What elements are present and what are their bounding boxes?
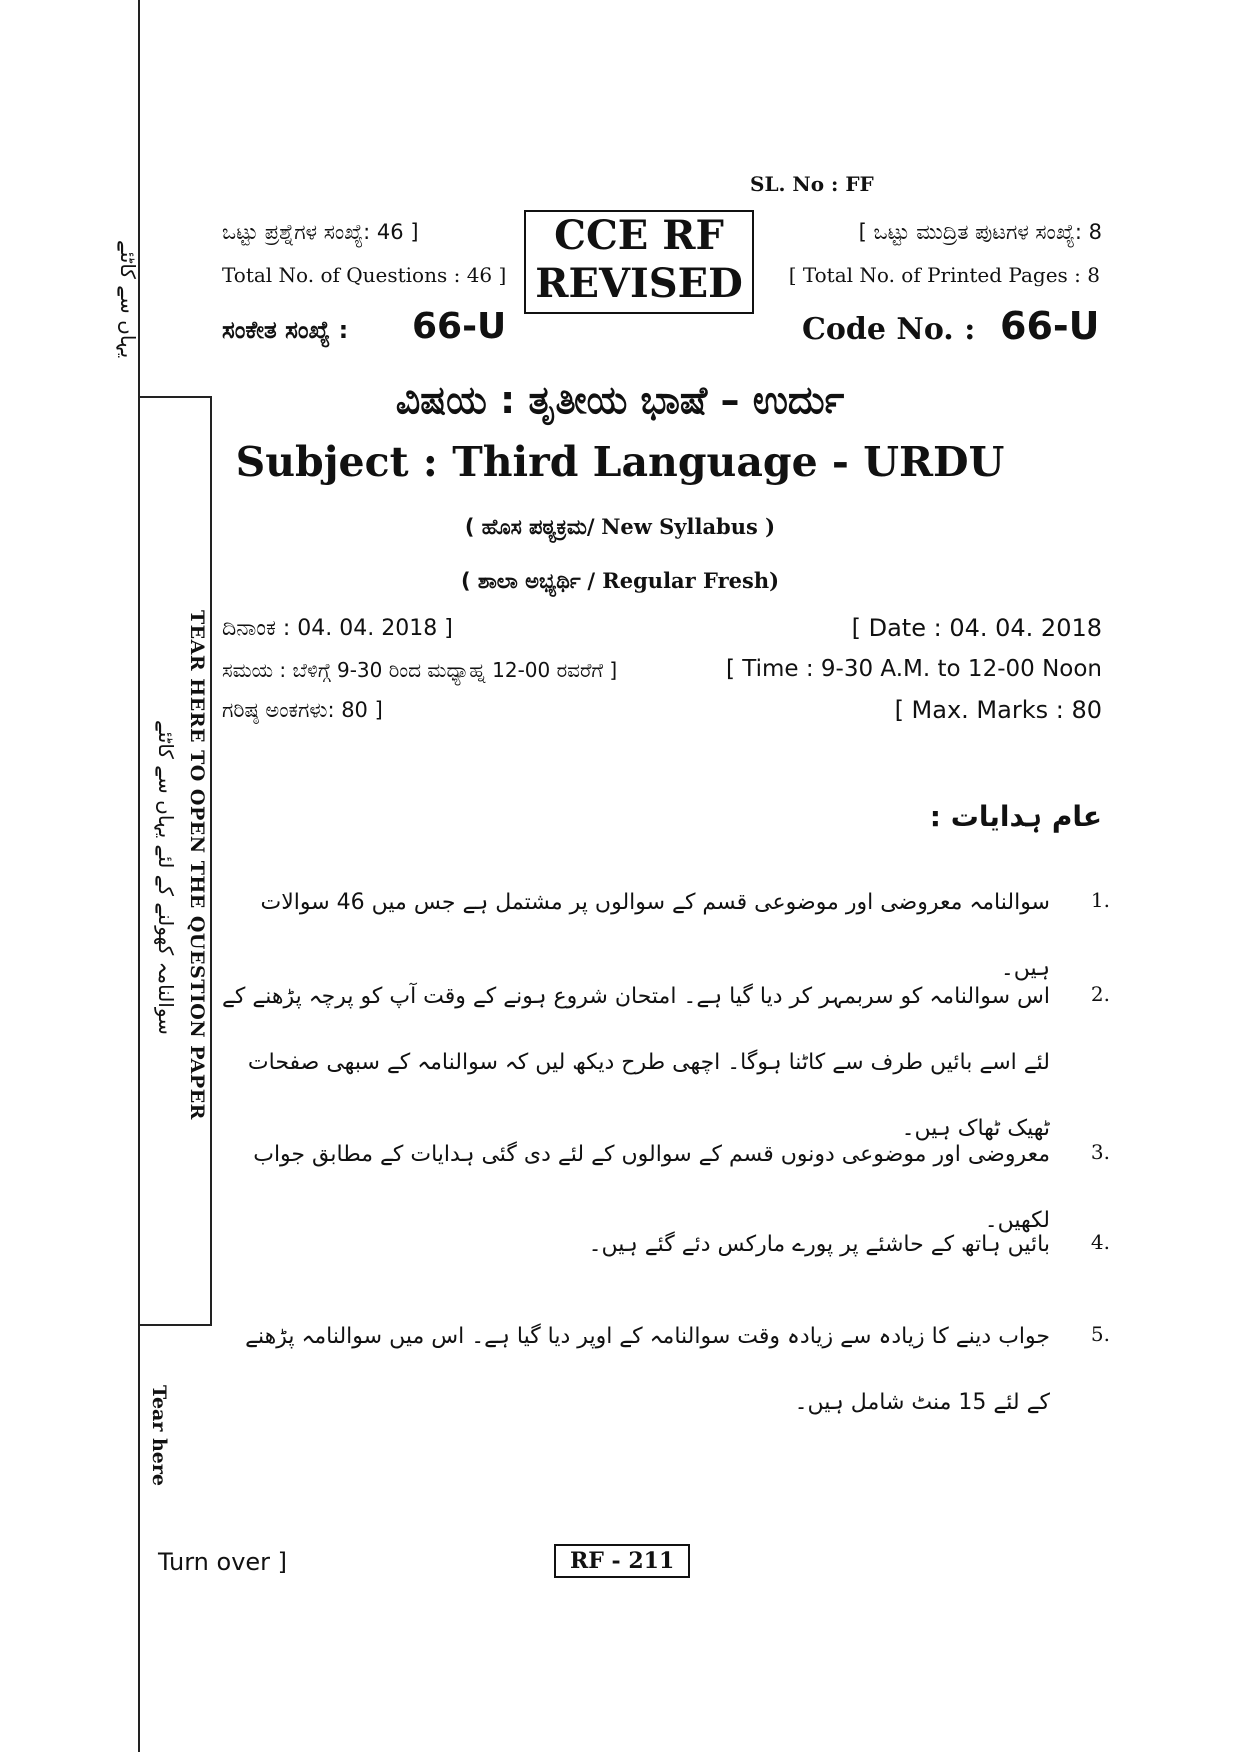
instruction-item-3 — [220, 1140, 1120, 1233]
code-number-english-value: 66-U — [1000, 304, 1100, 348]
candidate-english: / Regular Fresh) — [587, 568, 780, 593]
code-number-kannada-label: ಸಂಕೇತ ಸಂಖ್ಯೆ : — [222, 316, 349, 344]
page-code-box: RF - 211 — [554, 1544, 690, 1578]
instruction-number: 4. — [1090, 1230, 1110, 1254]
syllabus-line — [0, 514, 1240, 540]
turn-over-label: Turn over ] — [158, 1548, 288, 1576]
margin-tear-open-text: TEAR HERE TO OPEN THE QUESTION PAPER — [186, 610, 208, 1120]
tear-box-bottom — [140, 1324, 212, 1326]
cce-rf-revised-badge — [524, 210, 754, 314]
time-kannada: ಸಮಯ : ಬೆಳಿಗ್ಗೆ 9-30 ರಿಂದ ಮಧ್ಯಾಹ್ನ 12-00 ರವರೆಗೆ ] — [222, 658, 618, 682]
instruction-text: جواب دینے کا زیادہ سے زیادہ وقت سوالنامہ کے اوپر دیا گیا ہے۔ اس میں سوالنامہ پڑھنے کے لئے 15 منٹ شامل ہیں۔ — [245, 1324, 1050, 1415]
total-pages-english: [ Total No. of Printed Pages : 8 — [788, 263, 1100, 287]
instruction-item-1 — [220, 888, 1120, 981]
time-english: [ Time : 9-30 A.M. to 12-00 Noon — [725, 656, 1102, 682]
instruction-item-2 — [220, 982, 1120, 1141]
instruction-text: بائیں ہاتھ کے حاشئے پر پورے مارکس دئے گئے ہیں۔ — [588, 1232, 1050, 1257]
date-kannada: ದಿನಾಂಕ : 04. 04. 2018 ] — [222, 616, 453, 641]
instruction-number: 1. — [1090, 888, 1110, 912]
subject-kannada: ವಿಷಯ : ತೃತೀಯ ಭಾಷೆ – ಉರ್ದು — [395, 378, 845, 422]
total-questions-english: Total No. of Questions : 46 ] — [222, 263, 507, 287]
candidate-kannada: ( ಶಾಲಾ ಅಭ್ಯರ್ಥಿ — [460, 569, 581, 593]
total-questions-kannada: ಒಟ್ಟು ಪ್ರಶ್ನೆಗಳ ಸಂಖ್ಯೆ: 46 ] — [222, 220, 419, 244]
serial-number: SL. No : FF — [750, 172, 874, 196]
syllabus-kannada: ( ಹೊಸ ಪಠ್ಯಕ್ರಮ/ — [464, 515, 595, 539]
max-marks-english: [ Max. Marks : 80 — [894, 696, 1102, 724]
instruction-item-5 — [220, 1322, 1120, 1462]
badge-line-2: REVISED — [535, 260, 743, 307]
instruction-text: معروضی اور موضوعی دونوں قسم کے سوالوں کے لئے دی گئی ہدایات کے مطابق جواب لکھیں۔ — [253, 1142, 1050, 1233]
code-number-kannada-value: 66-U — [412, 306, 507, 347]
instruction-number: 2. — [1090, 982, 1110, 1006]
date-english: [ Date : 04. 04. 2018 — [851, 614, 1102, 642]
instruction-text: اس سوالنامہ کو سربمہر کر دیا گیا ہے۔ امتحان شروع ہونے کے وقت آپ کو پرچہ پڑھنے کے لئے اسے بائیں طرف سے کاٹنا ہوگا۔ اچھی طرح دیکھ لیں کہ سوالنامہ کے سبھی صفحات ٹھیک ٹھاک ہیں۔ — [222, 984, 1050, 1141]
total-pages-kannada: [ ಒಟ್ಟು ಮುದ್ರಿತ ಪುಟಗಳ ಸಂಖ್ಯೆ: 8 — [858, 220, 1102, 244]
instruction-text: سوالنامہ معروضی اور موضوعی قسم کے سوالوں پر مشتمل ہے جس میں 46 سوالات ہیں۔ — [260, 890, 1050, 981]
candidate-line — [0, 568, 1240, 594]
syllabus-english: New Syllabus ) — [601, 514, 776, 539]
instruction-item-4 — [220, 1230, 1120, 1290]
margin-tear-here: Tear here — [148, 1385, 170, 1486]
instruction-number: 3. — [1090, 1140, 1110, 1164]
badge-line-1: CCE RF — [554, 212, 724, 259]
instruction-number: 5. — [1090, 1322, 1110, 1346]
max-marks-kannada: ಗರಿಷ್ಠ ಅಂಕಗಳು: 80 ] — [222, 698, 383, 722]
margin-urdu-cut-top: یہاں سے کاٹئے — [116, 240, 140, 359]
margin-urdu-open-text: سوالنامہ کھولنے کے لئے یہاں سے کاٹئے — [154, 720, 178, 1035]
general-instructions-heading: عام ہدایات : — [929, 800, 1102, 833]
subject-english: Subject : Third Language - URDU — [235, 438, 1005, 486]
code-number-english-label: Code No. : — [802, 312, 976, 347]
